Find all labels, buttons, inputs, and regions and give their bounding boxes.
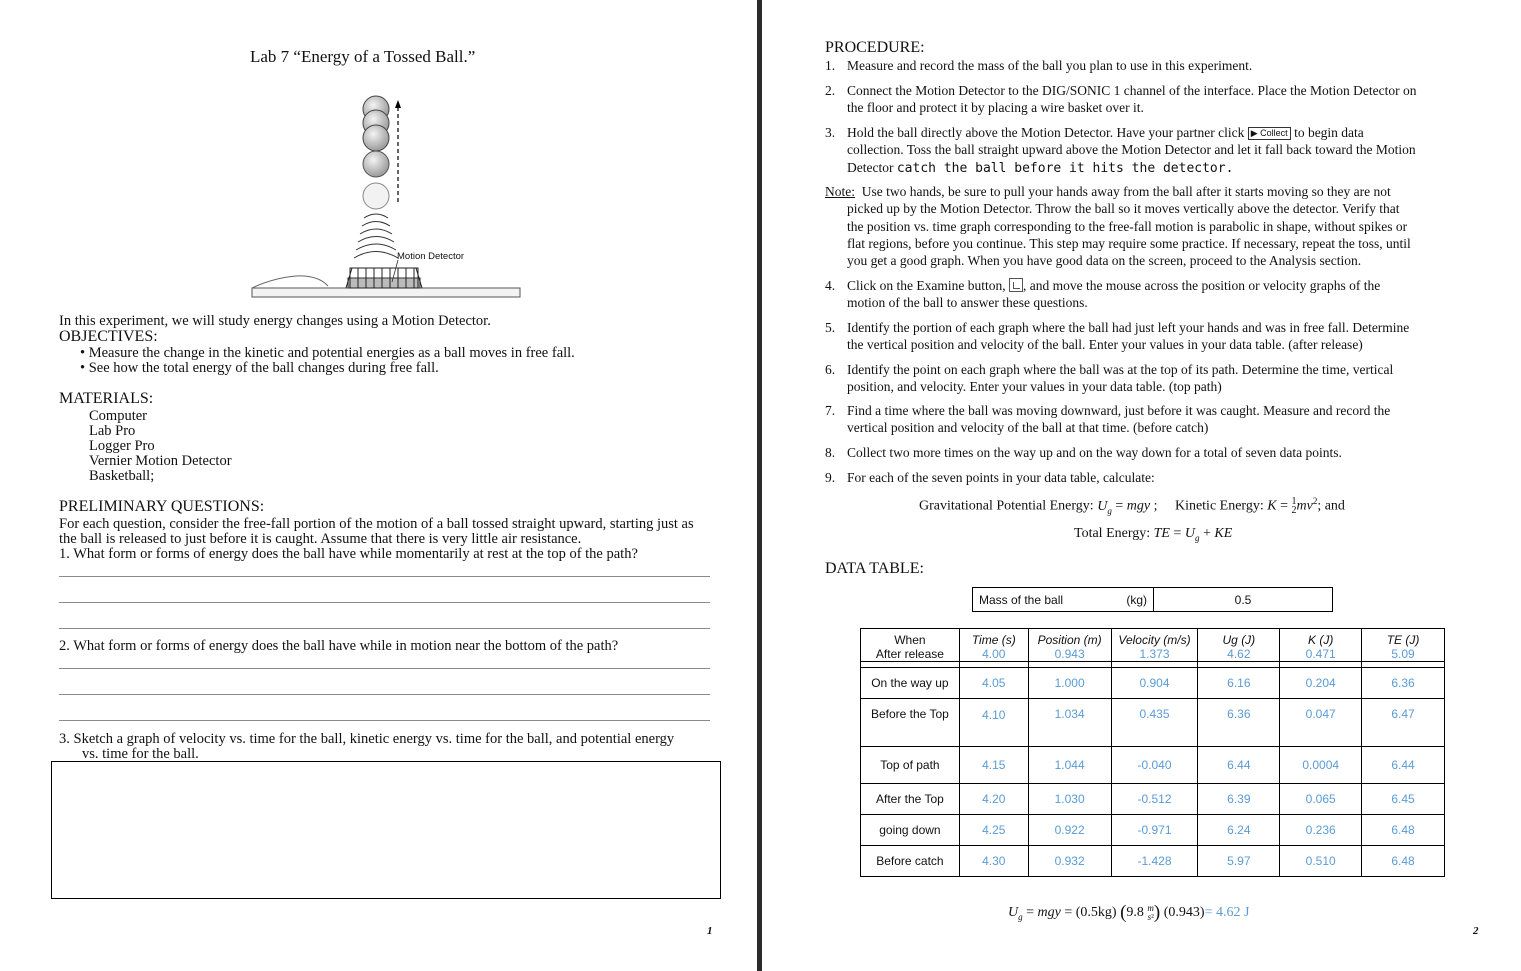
cell-value[interactable]: 0.435 bbox=[1111, 699, 1198, 747]
material-item: Computer bbox=[89, 408, 147, 424]
cell-value[interactable]: 6.48 bbox=[1362, 846, 1445, 877]
col-header-ug: Ug (J) 4.62 bbox=[1198, 629, 1280, 662]
ball-position-3 bbox=[363, 125, 389, 151]
objective-item: • See how the total energy of the ball changes during free fall. bbox=[80, 360, 439, 376]
cell-value[interactable]: -0.512 bbox=[1111, 784, 1198, 815]
prelim-intro: For each question, consider the free-fall portion of the motion of a ball tossed straight upward, starting just as bbox=[59, 516, 694, 532]
materials-heading: MATERIALS: bbox=[59, 390, 154, 407]
table-row bbox=[861, 846, 1445, 877]
row-label: After the Top bbox=[861, 784, 960, 815]
cell-value: 4.62 bbox=[1227, 647, 1251, 661]
ball-position-5 bbox=[363, 183, 389, 209]
material-item: Lab Pro bbox=[89, 423, 136, 439]
cell-value[interactable]: 6.47 bbox=[1362, 699, 1445, 747]
mass-label-cell: Mass of the ball (kg) bbox=[973, 588, 1154, 612]
cell-value[interactable]: 6.39 bbox=[1198, 784, 1280, 815]
detector-base bbox=[348, 278, 420, 288]
data-table bbox=[860, 628, 1445, 877]
row-label: After release bbox=[875, 647, 944, 661]
cell-value[interactable]: 0.204 bbox=[1280, 668, 1362, 699]
cell-value[interactable]: 0.904 bbox=[1111, 668, 1198, 699]
intro-text: In this experiment, we will study energy changes using a Motion Detector. bbox=[59, 313, 491, 329]
cell-value[interactable]: 1.000 bbox=[1028, 668, 1111, 699]
cell-value[interactable]: 0.236 bbox=[1280, 815, 1362, 846]
energy-formulas: Gravitational Potential Energy: $U_g$ = mgy ; Kinetic Energy: K = 1 $2mv^2$; and bbox=[919, 496, 1345, 517]
objective-item: • Measure the change in the kinetic and potential energies as a ball moves in free fall. bbox=[80, 345, 575, 361]
col-header-velocity: Velocity (m/s) 1.373 bbox=[1111, 629, 1198, 662]
cell-value[interactable]: 4.25 bbox=[959, 815, 1028, 846]
cell-value[interactable]: 1.030 bbox=[1028, 784, 1111, 815]
row-label: Before catch bbox=[861, 846, 960, 877]
cell-value[interactable]: 5.97 bbox=[1198, 846, 1280, 877]
procedure-step: 9. For each of the seven points in your data table, calculate: bbox=[825, 470, 1155, 485]
cell-value[interactable]: -1.428 bbox=[1111, 846, 1198, 877]
cell-value: 5.09 bbox=[1391, 647, 1415, 661]
cell-value[interactable]: 0.510 bbox=[1280, 846, 1362, 877]
answer-line[interactable] bbox=[59, 602, 710, 603]
prelim-intro: the ball is released to just before it is caught. Assume that there is very little air resistance. bbox=[59, 531, 582, 547]
cell-value[interactable]: 6.44 bbox=[1362, 747, 1445, 784]
procedure-step: 4. Click on the Examine button, , and move the mouse across the position or velocity graphs of the motion of the ball to answer these questions. bbox=[825, 278, 1381, 311]
sound-waves bbox=[354, 214, 398, 258]
cell-value[interactable]: 6.24 bbox=[1198, 815, 1280, 846]
procedure-step: 6. Identify the point on each graph where the ball was at the top of its path. Determine the time, vertical position, and velocity. Enter your values in your data table. (top path) bbox=[825, 362, 1394, 395]
table-row bbox=[861, 815, 1445, 846]
cell-value[interactable]: 0.065 bbox=[1280, 784, 1362, 815]
figure-label: Motion Detector bbox=[397, 251, 465, 262]
procedure-step: 8. Collect two more times on the way up and on the way down for a total of seven data points. bbox=[825, 445, 1342, 460]
page-number: 2 bbox=[1473, 925, 1479, 937]
procedure-step: 7. Find a time where the ball was moving downward, just before it was caught. Measure and record the vertical position and velocity of the ball at that time. (before catch) bbox=[825, 403, 1391, 436]
cell-value[interactable]: 4.05 bbox=[959, 668, 1028, 699]
page-title: Lab 7 “Energy of a Tossed Ball.” bbox=[250, 47, 476, 66]
cell-value[interactable]: 6.44 bbox=[1198, 747, 1280, 784]
note-block: Note: Use two hands, be sure to pull your hands away from the ball after it starts moving so they are not bbox=[825, 184, 1391, 199]
procedure-heading: PROCEDURE: bbox=[825, 39, 925, 56]
page-divider bbox=[757, 0, 762, 971]
ball-position-4 bbox=[363, 151, 389, 177]
table-row bbox=[861, 747, 1445, 784]
data-table-heading: DATA TABLE: bbox=[825, 560, 924, 577]
sketch-answer-box[interactable] bbox=[51, 761, 721, 899]
note-line: picked up by the Motion Detector. Throw the ball so it moves vertically above the detector. Verify that bbox=[847, 201, 1400, 216]
procedure-step: 3. Hold the ball directly above the Motion Detector. Have your partner click ▶ Collect to begin data collection. Toss the ball straight upward above the Motion Detector and let it fall back toward the Motion Detector catch the ball before it hits the detector. bbox=[825, 125, 1416, 176]
prelim-heading: PRELIMINARY QUESTIONS: bbox=[59, 498, 265, 515]
cell-value[interactable]: 0.932 bbox=[1028, 846, 1111, 877]
collect-button[interactable]: ▶ Collect bbox=[1248, 127, 1291, 140]
procedure-step: 2. Connect the Motion Detector to the DIG/SONIC 1 channel of the interface. Place the Motion Detector on the floor and protect it by placing a wire basket over it. bbox=[825, 83, 1417, 116]
cell-value[interactable]: 1.044 bbox=[1028, 747, 1111, 784]
tossed-ball-figure bbox=[248, 92, 528, 302]
cell-value: 4.00 bbox=[982, 647, 1006, 661]
cell-value: 0.943 bbox=[1054, 647, 1085, 661]
question-3: 3. Sketch a graph of velocity vs. time for the ball, kinetic energy vs. time for the ball, and potential energy bbox=[59, 731, 675, 747]
examine-icon[interactable] bbox=[1009, 278, 1023, 292]
cell-value[interactable]: -0.971 bbox=[1111, 815, 1198, 846]
procedure-step: 5. Identify the portion of each graph where the ball had just left your hands and was in free fall. Determine the vertical position and velocity of the ball. Enter your values in your data table. (after release) bbox=[825, 320, 1410, 353]
objectives-heading: OBJECTIVES: bbox=[59, 328, 158, 345]
cell-value[interactable]: 6.45 bbox=[1362, 784, 1445, 815]
sample-calculation: $U_g$ = mgy = (0.5kg) (9.8 m s²) (0.943)= 4.62 J bbox=[1008, 902, 1250, 923]
cell-value[interactable]: 1.034 bbox=[1028, 699, 1111, 747]
answer-line[interactable] bbox=[59, 576, 710, 577]
note-line: you get a good graph. When you have good data on the screen, proceed to the Analysis section. bbox=[847, 253, 1362, 268]
cell-value[interactable]: 6.48 bbox=[1362, 815, 1445, 846]
cord bbox=[252, 276, 328, 288]
note-line: flat regions, before you continue. This step may require some practice. If necessary, repeat the toss, until bbox=[847, 236, 1411, 251]
floor bbox=[252, 288, 520, 297]
question-3: vs. time for the ball. bbox=[82, 746, 199, 762]
col-header-position: Position (m) 0.943 bbox=[1028, 629, 1111, 662]
cell-value[interactable]: 6.16 bbox=[1198, 668, 1280, 699]
question-2: 2. What form or forms of energy does the ball have while in motion near the bottom of the path? bbox=[59, 638, 619, 654]
total-energy-formula: Total Energy: TE = $U_g$ + KE bbox=[1074, 526, 1233, 543]
col-header-te: TE (J) 5.09 bbox=[1362, 629, 1445, 662]
mass-value-cell[interactable]: 0.5 bbox=[1154, 588, 1333, 612]
row-label: On the way up bbox=[861, 668, 960, 699]
material-item: Vernier Motion Detector bbox=[89, 453, 232, 469]
arrow-head bbox=[395, 100, 401, 108]
cell-value[interactable]: 4.10 bbox=[959, 699, 1028, 747]
cell-value: 0.471 bbox=[1305, 647, 1336, 661]
cell-value: 1.373 bbox=[1139, 647, 1170, 661]
col-header-k: K (J) 0.471 bbox=[1280, 629, 1362, 662]
table-row bbox=[861, 699, 1445, 747]
col-header-when: When After release bbox=[861, 629, 960, 662]
procedure-step: 1. Measure and record the mass of the ball you plan to use in this experiment. bbox=[825, 58, 1253, 73]
cell-value[interactable]: 4.15 bbox=[959, 747, 1028, 784]
answer-line[interactable] bbox=[59, 694, 710, 695]
cell-value[interactable]: 6.36 bbox=[1362, 668, 1445, 699]
cell-value[interactable]: 0.0004 bbox=[1280, 747, 1362, 784]
answer-line[interactable] bbox=[59, 628, 710, 629]
cell-value[interactable]: 4.20 bbox=[959, 784, 1028, 815]
note-line: the position vs. time graph corresponding to the free-fall motion is parabolic in shape, without spikes or bbox=[847, 219, 1408, 234]
material-item: Basketball; bbox=[89, 468, 155, 484]
col-header-time: Time (s) 4.00 bbox=[959, 629, 1028, 662]
mass-table bbox=[972, 587, 1333, 612]
cell-value[interactable]: 0.047 bbox=[1280, 699, 1362, 747]
page-number: 1 bbox=[707, 925, 713, 937]
table-row bbox=[861, 668, 1445, 699]
answer-line[interactable] bbox=[59, 720, 710, 721]
row-label: Top of path bbox=[861, 747, 960, 784]
cell-value[interactable]: 0.922 bbox=[1028, 815, 1111, 846]
material-item: Logger Pro bbox=[89, 438, 155, 454]
row-label: going down bbox=[861, 815, 960, 846]
cell-value[interactable]: 4.30 bbox=[959, 846, 1028, 877]
question-1: 1. What form or forms of energy does the ball have while momentarily at rest at the top of the path? bbox=[59, 546, 638, 562]
row-label: Before the Top bbox=[861, 699, 960, 747]
answer-line[interactable] bbox=[59, 668, 710, 669]
cell-value[interactable]: -0.040 bbox=[1111, 747, 1198, 784]
cell-value[interactable]: 6.36 bbox=[1198, 699, 1280, 747]
table-row bbox=[861, 784, 1445, 815]
